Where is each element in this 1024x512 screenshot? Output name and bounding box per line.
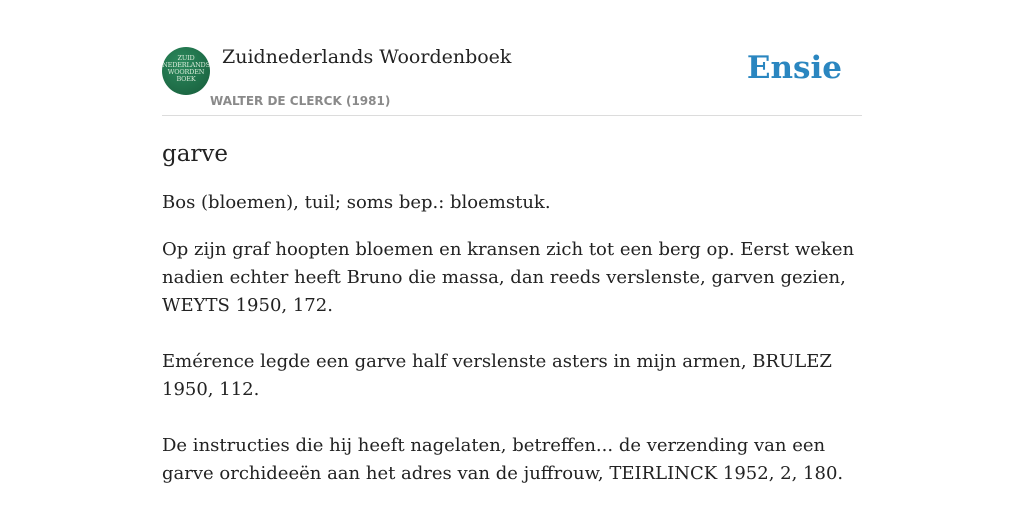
entry-quote: Op zijn graf hoopten bloemen en kransen zich tot een berg op. Eerst weken nadien echter heeft Bruno die massa, dan reeds verslenste, garven gezien, WEYTS 1950, 172. bbox=[162, 239, 855, 316]
entry-quote: Emérence legde een garve half verslenste asters in mijn armen, BRULEZ 1950, 112. bbox=[162, 351, 832, 400]
entry-headword: garve bbox=[162, 141, 229, 167]
entry-content bbox=[162, 138, 862, 488]
book-title[interactable]: Zuidnederlands Woordenboek bbox=[222, 46, 512, 68]
book-logo-text: ZUID NEDERLANDS WOORDEN BOEK bbox=[162, 54, 210, 83]
entry-definition: Bos (bloemen), tuil; soms bep.: bloemstuk. bbox=[162, 192, 551, 213]
book-header bbox=[162, 40, 862, 116]
book-author: WALTER DE CLERCK (1981) bbox=[210, 94, 391, 108]
entry-quote: De instructies die hij heeft nagelaten, betreffen... de verzending van een garve orchideeën aan het adres van de juffrouw, TEIRLINCK 1952, 2, 180. bbox=[162, 435, 844, 484]
book-logo[interactable] bbox=[162, 47, 210, 95]
ensie-logo-link[interactable]: Ensie bbox=[746, 50, 842, 86]
